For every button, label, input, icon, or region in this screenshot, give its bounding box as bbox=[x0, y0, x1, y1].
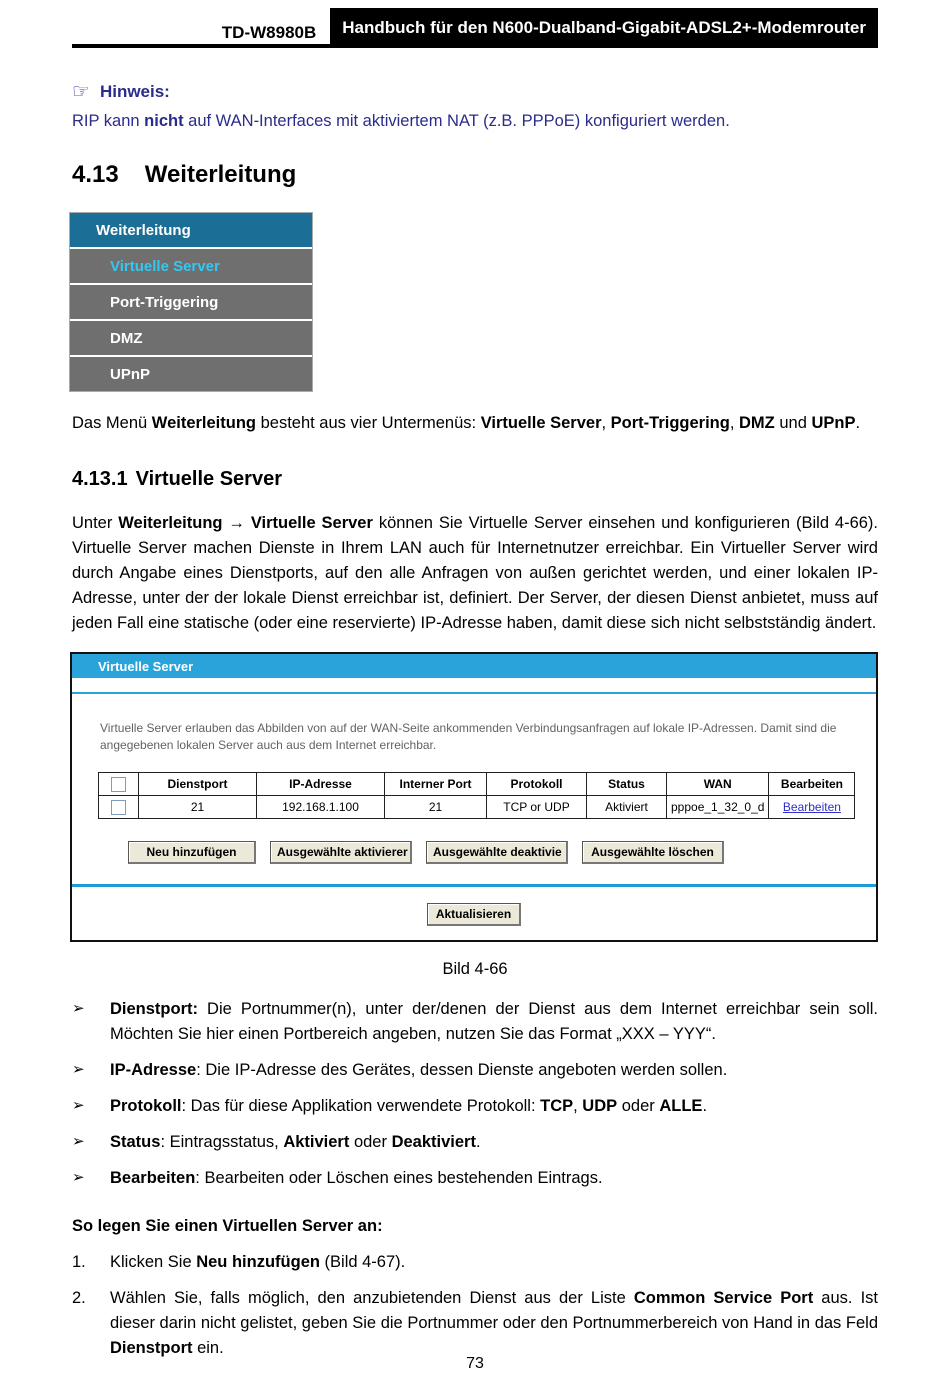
arrow-bullet-icon: ➢ bbox=[72, 1000, 85, 1017]
list-item-text: Bearbeiten: Bearbeiten oder Löschen eines bestehenden Eintrags. bbox=[110, 1169, 603, 1187]
step-text: Klicken Sie Neu hinzufügen (Bild 4-67). bbox=[110, 1253, 406, 1271]
disable-selected-button[interactable]: Ausgewählte deaktivie bbox=[426, 841, 568, 864]
step-item bbox=[72, 1286, 878, 1361]
add-new-button[interactable]: Neu hinzufügen bbox=[128, 841, 256, 864]
list-item-text: Protokoll: Das für diese Applikation verwendete Protokoll: TCP, UDP oder ALLE. bbox=[110, 1097, 708, 1115]
arrow-bullet-icon: ➢ bbox=[72, 1133, 85, 1150]
list-item-text: Status: Eintragsstatus, Aktiviert oder Deaktiviert. bbox=[110, 1133, 481, 1151]
panel-button-row bbox=[128, 841, 876, 864]
column-header-status: Status bbox=[587, 773, 667, 796]
section-heading-413 bbox=[72, 161, 878, 189]
list-item bbox=[72, 1094, 878, 1119]
page-header bbox=[72, 8, 878, 48]
section-heading-4131 bbox=[72, 468, 878, 491]
list-item-text: IP-Adresse: Die IP-Adresse des Gerätes, dessen Dienste angeboten werden sollen. bbox=[110, 1061, 728, 1079]
list-item-text: Dienstport: Die Portnummer(n), unter der/denen der Dienst aus dem Internet erreichbar sein soll. Möchten Sie hier einen Portbereich angeben, nutzen Sie das Format „XXX – YYY“. bbox=[110, 1000, 878, 1043]
menu-item-weiterleitung[interactable]: Weiterleitung bbox=[70, 213, 312, 249]
enable-selected-button[interactable]: Ausgewählte aktivierer bbox=[270, 841, 412, 864]
cell-dienstport: 21 bbox=[139, 796, 257, 819]
note-label: Hinweis: bbox=[99, 82, 170, 101]
section-title: Weiterleitung bbox=[144, 161, 297, 188]
paragraph-menu-overview: Das Menü Weiterleitung besteht aus vier Untermenüs: Virtuelle Server, Port-Triggering, DMZ und UPnP. bbox=[72, 414, 861, 432]
panel-title: Virtuelle Server bbox=[72, 654, 876, 678]
cell-protokoll: TCP or UDP bbox=[487, 796, 587, 819]
forwarding-menu-screenshot bbox=[70, 213, 312, 391]
column-header-protokoll: Protokoll bbox=[487, 773, 587, 796]
column-header-wan: WAN bbox=[667, 773, 769, 796]
table-row bbox=[99, 796, 855, 819]
figure-caption: Bild 4-66 bbox=[442, 960, 508, 978]
table-header-row bbox=[99, 773, 855, 796]
howto-steps bbox=[72, 1250, 878, 1361]
section-number: 4.13.1 bbox=[72, 468, 128, 490]
column-header-interner-port: Interner Port bbox=[385, 773, 487, 796]
panel-divider-bottom bbox=[72, 884, 876, 887]
step-number: 1. bbox=[72, 1253, 86, 1271]
cell-ip-adresse: 192.168.1.100 bbox=[257, 796, 385, 819]
page-number: 73 bbox=[466, 1355, 484, 1372]
cell-status: Aktiviert bbox=[587, 796, 667, 819]
note-text: RIP kann nicht auf WAN-Interfaces mit aktiviertem NAT (z.B. PPPoE) konfiguriert werden. bbox=[72, 112, 730, 130]
howto-heading: So legen Sie einen Virtuellen Server an: bbox=[72, 1217, 383, 1235]
note-block bbox=[72, 82, 878, 131]
model-number: TD-W8980B bbox=[72, 8, 330, 48]
step-item bbox=[72, 1250, 878, 1275]
refresh-button[interactable]: Aktualisieren bbox=[427, 903, 521, 926]
section-title: Virtuelle Server bbox=[135, 468, 282, 490]
arrow-bullet-icon: ➢ bbox=[72, 1097, 85, 1114]
column-header-dienstport: Dienstport bbox=[139, 773, 257, 796]
menu-item-port-triggering[interactable]: Port-Triggering bbox=[70, 285, 312, 321]
field-description-list bbox=[72, 997, 878, 1191]
cell-wan: pppoe_1_32_0_d bbox=[667, 796, 769, 819]
menu-item-dmz[interactable]: DMZ bbox=[70, 321, 312, 357]
list-item bbox=[72, 997, 878, 1047]
list-item bbox=[72, 1130, 878, 1155]
arrow-bullet-icon: ➢ bbox=[72, 1169, 85, 1186]
list-item bbox=[72, 1166, 878, 1191]
section-number: 4.13 bbox=[72, 161, 119, 188]
pointing-hand-icon: ☞ bbox=[72, 81, 90, 103]
manual-title: Handbuch für den N600-Dualband-Gigabit-ADSL2+-Modemrouter bbox=[330, 8, 878, 48]
paragraph-virtual-server-intro: Unter Weiterleitung → Virtuelle Server können Sie Virtuelle Server einsehen und konfigurieren (Bild 4-66). Virtuelle Server machen Dienste in Ihrem LAN auch für Internetnutzer erreichbar. Ein Virtueller Server wird durch Angabe eines Dienstports, auf den alle Anfragen von außen gerichtet werden, und einer lokalen IP-Adresse, unter der der lokale Dienst erreichbar ist, definiert. Der Server, der diesen Dienst anbietet, muss auf jeden Fall eine statische (oder eine reservierte) IP-Adresse haben, damit diese sich nicht selbstständig ändert. bbox=[72, 514, 879, 632]
virtual-server-panel-screenshot bbox=[70, 652, 878, 942]
delete-selected-button[interactable]: Ausgewählte löschen bbox=[582, 841, 724, 864]
column-header-bearbeiten: Bearbeiten bbox=[769, 773, 855, 796]
menu-item-upnp[interactable]: UPnP bbox=[70, 357, 312, 391]
step-text: Wählen Sie, falls möglich, den anzubietenden Dienst aus der Liste Common Service Port aus. Ist dieser darin nicht gelistet, geben Sie die Portnummer oder den Portnummerbereich von Hand in das Feld Dienstport ein. bbox=[110, 1289, 878, 1357]
step-number: 2. bbox=[72, 1289, 86, 1307]
list-item bbox=[72, 1058, 878, 1083]
cell-interner-port: 21 bbox=[385, 796, 487, 819]
note-heading bbox=[72, 82, 878, 102]
arrow-bullet-icon: ➢ bbox=[72, 1061, 85, 1078]
edit-link[interactable]: Bearbeiten bbox=[782, 800, 841, 814]
virtual-server-table bbox=[98, 772, 855, 819]
menu-item-virtuelle-server[interactable]: Virtuelle Server bbox=[70, 249, 312, 285]
row-checkbox[interactable] bbox=[111, 800, 126, 815]
panel-divider-top bbox=[72, 692, 876, 694]
column-header-ip-adresse: IP-Adresse bbox=[257, 773, 385, 796]
panel-description: Virtuelle Server erlauben das Abbilden von auf der WAN-Seite ankommenden Verbindungsanfragen auf lokale IP-Adressen. Damit sind die angegebenen lokalen Server auch aus dem Internet erreichbar. bbox=[100, 721, 837, 752]
select-all-checkbox[interactable] bbox=[111, 777, 126, 792]
